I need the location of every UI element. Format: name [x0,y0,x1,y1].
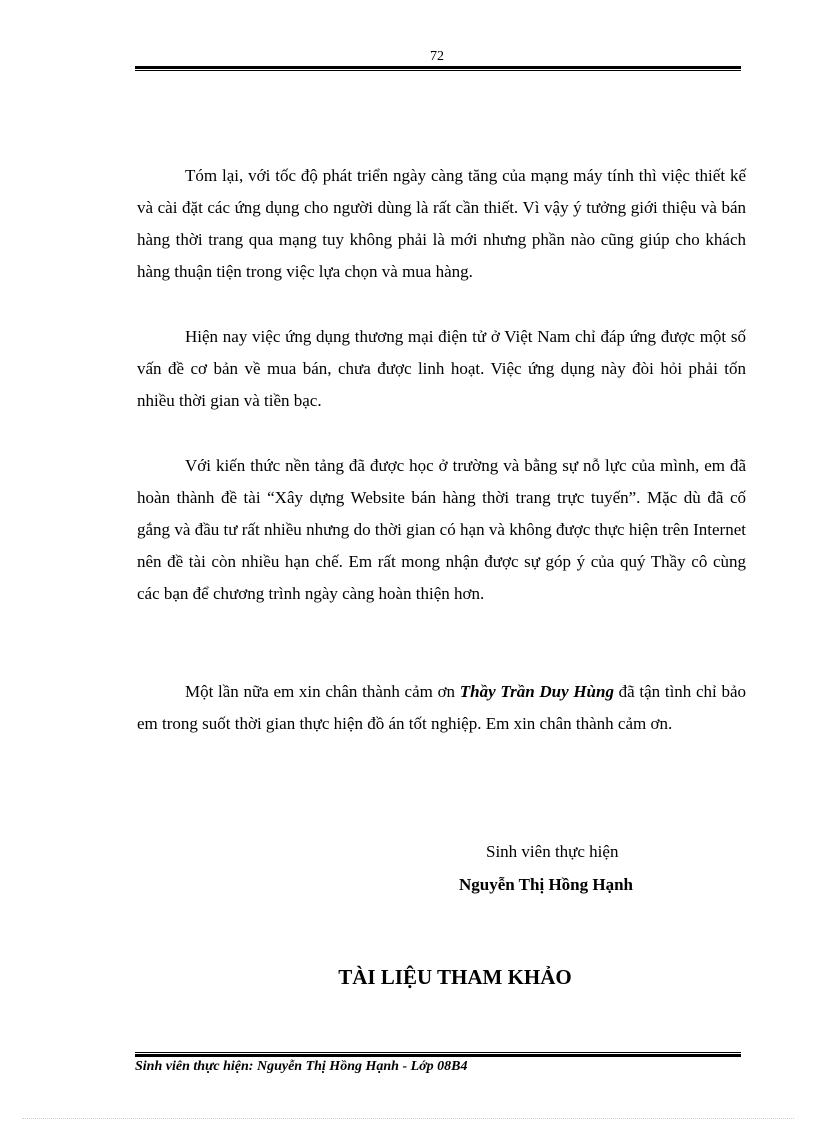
header-rule-thick [135,66,741,69]
advisor-name: Thầy Trần Duy Hùng [459,682,614,701]
paragraph-acknowledgement [137,676,746,740]
paragraph-conclusion: Tóm lại, với tốc độ phát triển ngày càng tăng của mạng máy tính thì việc thiết kế và cài đặt các ứng dụng cho người dùng là rất cần thiết. Vì vậy ý tưởng giới thiệu và bán hàng thời trang qua mạng tuy không phải là mới nhưng phần nào cũng giúp cho khách hàng thuận tiện trong việc lựa chọn và mua hàng. [137,166,746,281]
acknowledgement-text-end: đã tận tình chỉ bảo em trong suốt thời gian thực hiện đồ án tốt nghiệp. Em xin chân thành cảm ơn. [137,682,747,733]
signature-name: Nguyễn Thị Hồng Hạnh [459,875,634,894]
paragraph-project-summary: Với kiến thức nền tảng đã được học ở trường và bằng sự nỗ lực của mình, em đã hoàn thành đề tài “Xây dựng Website bán hàng thời trang trực tuyến”. Mặc dù đã cố gắng và đầu tư rất nhiều nhưng do thời gian có hạn và không được thực hiện trên Internet nên đề tài còn nhiều hạn chế. Em rất mong nhận được sự góp ý của quý Thầy cô cùng các bạn để chương trình ngày càng hoàn thiện hơn. [137,456,746,603]
footer-rule-thin [135,1052,741,1053]
section-title-references: TÀI LIỆU THAM KHẢO [338,965,572,989]
acknowledgement-text-start: Một lần nữa em xin chân thành cảm ơn [185,682,460,701]
footer-text: Sinh viên thực hiện: Nguyễn Thị Hồng Hạnh - Lớp 08B4 [135,1059,468,1074]
signature-role: Sinh viên thực hiện [486,842,619,861]
paragraph-ecommerce-status: Hiện nay việc ứng dụng thương mại điện tử ở Việt Nam chỉ đáp ứng được một số vấn đề cơ bản về mua bán, chưa được linh hoạt. Việc ứng dụng này đòi hỏi phải tốn nhiều thời gian và tiền bạc. [137,327,746,410]
header-rule-thin [135,70,741,71]
footer-rule-thick [135,1054,741,1057]
page-number: 72 [430,49,444,64]
page-bottom-edge [22,1118,794,1119]
